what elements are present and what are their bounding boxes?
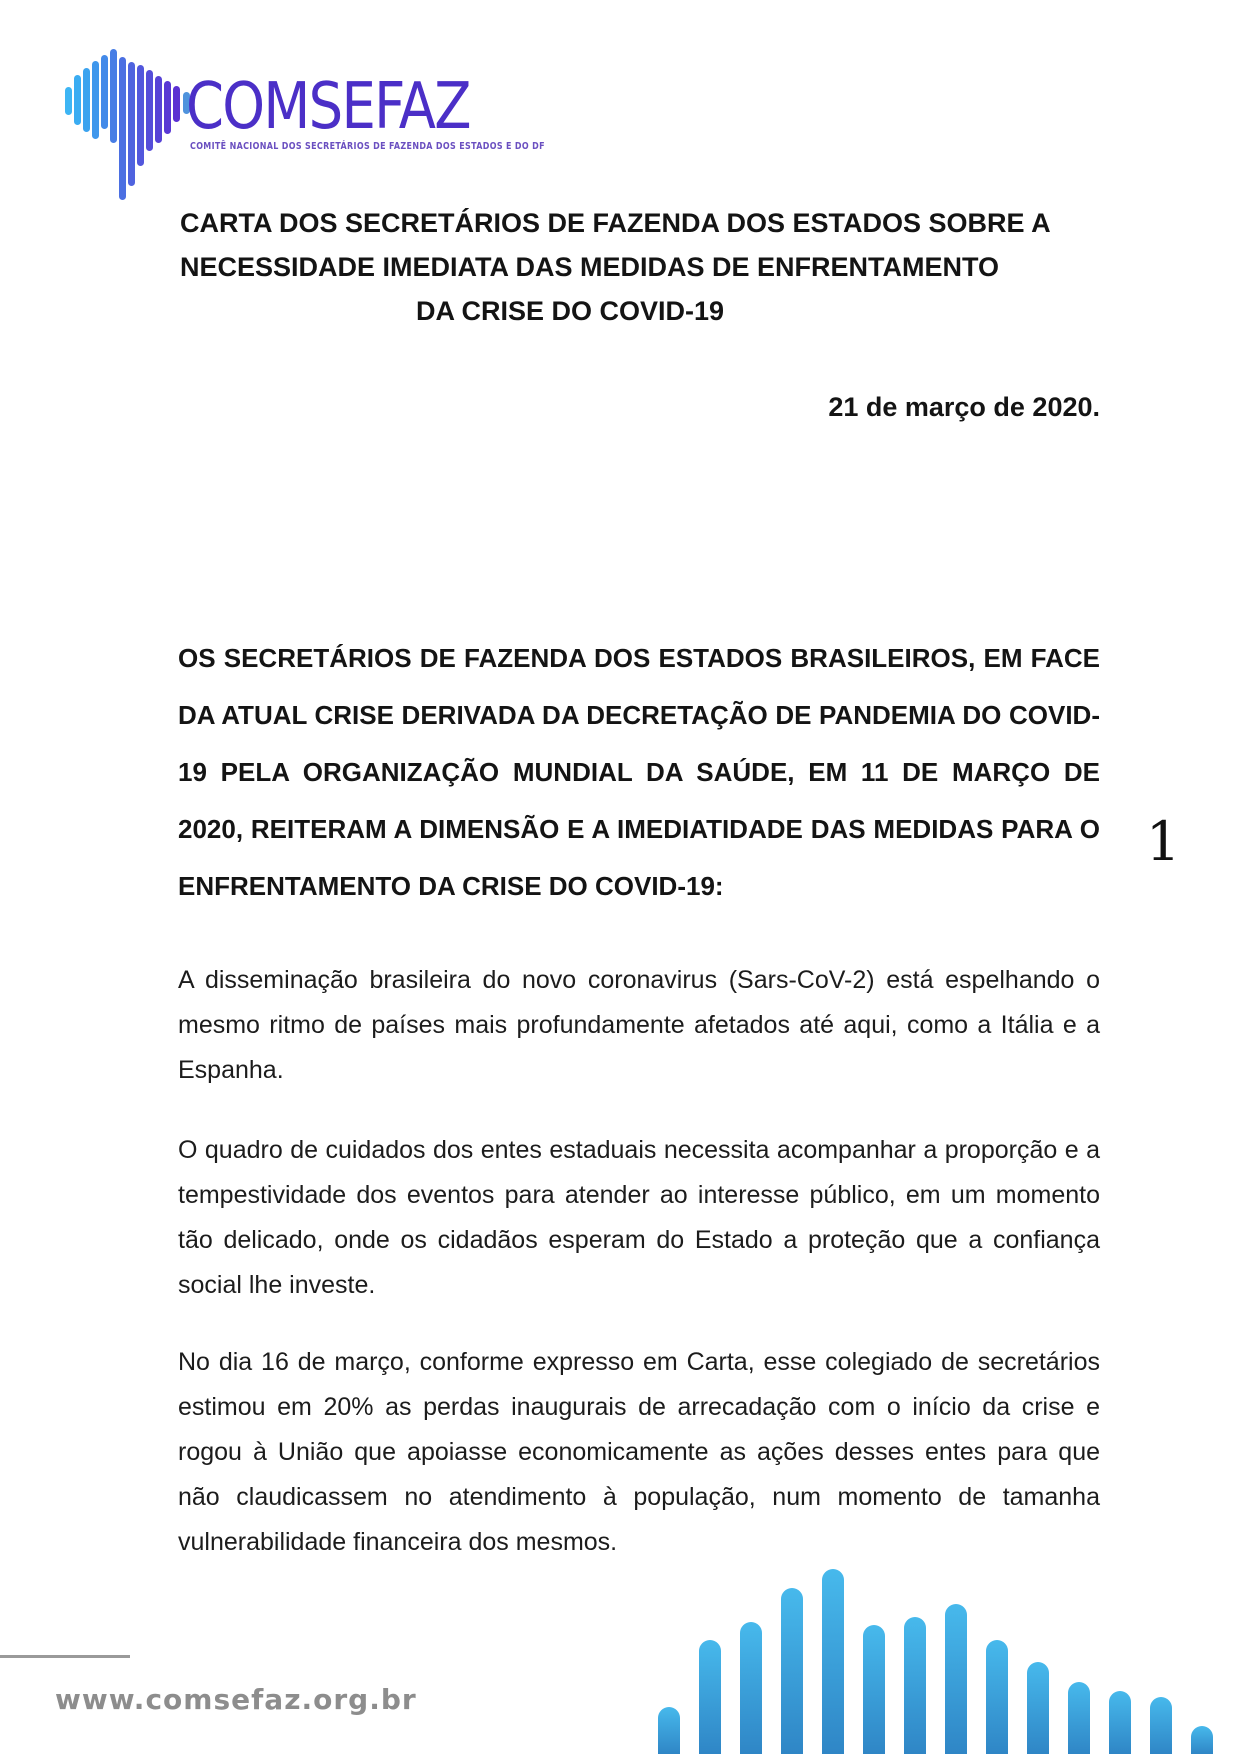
logo-waveform-bar <box>146 70 153 151</box>
letter-title-line-1: CARTA DOS SECRETÁRIOS DE FAZENDA DOS ESTADOS SOBRE A <box>180 208 1051 238</box>
footer-waveform-bar <box>1068 1682 1090 1754</box>
footer-waveform-bar <box>1150 1697 1172 1754</box>
logo-waveform-bar <box>83 68 90 132</box>
footer-waveform-bar <box>1109 1691 1131 1754</box>
letter-title <box>180 201 1051 333</box>
letter-title-line-2: NECESSIDADE IMEDIATA DAS MEDIDAS DE ENFRENTAMENTO <box>180 252 1000 282</box>
logo-waveform-bar <box>65 87 72 115</box>
footer-waveform-bar <box>781 1588 803 1754</box>
footer-waveform-decoration <box>658 1564 1213 1754</box>
footer-waveform-bar <box>945 1604 967 1754</box>
letter-title-line-3: DA CRISE DO COVID-19 <box>415 296 725 326</box>
footer-website-link[interactable]: www.comsefaz.org.br <box>55 1683 417 1716</box>
footer-waveform-bar <box>904 1617 926 1754</box>
body-paragraph: O quadro de cuidados dos entes estaduais necessita acompanhar a proporção e a tempestividade dos eventos para atender ao interesse público, em um momento tão delicado, onde os cidadãos esperam do Estado a proteção que a confiança social lhe investe. <box>178 1136 1100 1299</box>
footer-divider <box>0 1655 130 1658</box>
body-paragraph: A disseminação brasileira do novo coronavirus (Sars-CoV-2) está espelhando o mesmo ritmo de países mais profundamente afetados até aqui, como a Itália e a Espanha. <box>178 966 1100 1084</box>
lead-paragraph: OS SECRETÁRIOS DE FAZENDA DOS ESTADOS BRASILEIROS, EM FACE DA ATUAL CRISE DERIVADA DA DECRETAÇÃO DE PANDEMIA DO COVID-19 PELA ORGANIZAÇÃO MUNDIAL DA SAÚDE, EM 11 DE MARÇO DE 2020, REITERAM A DIMENSÃO E A IMEDIATIDADE DAS MEDIDAS PARA O ENFRENTAMENTO DA CRISE DO COVID-19: <box>178 643 1100 901</box>
logo-tagline: COMITÊ NACIONAL DOS SECRETÁRIOS DE FAZENDA DOS ESTADOS E DO DF <box>190 141 545 152</box>
logo-waveform-bar <box>155 76 162 143</box>
footer-waveform-bar <box>740 1622 762 1754</box>
logo-waveform-bar <box>74 75 81 125</box>
footer-waveform-bar <box>986 1640 1008 1754</box>
logo-waveform-bar <box>92 61 99 139</box>
footer-waveform-bar <box>1191 1726 1213 1754</box>
comsefaz-logo <box>0 0 545 210</box>
waveform-brazil-logo-icon <box>55 35 195 210</box>
footer-waveform-bar <box>863 1625 885 1754</box>
logo-waveform-bar <box>173 86 180 122</box>
body-paragraph: No dia 16 de março, conforme expresso em Carta, esse colegiado de secretários estimou em 20% as perdas inaugurais de arrecadação com o início da crise e rogou à União que apoiasse economicamente as ações desses entes para que não claudicassem no atendimento à população, num momento de tamanha vulnerabilidade financeira dos mesmos. <box>178 1348 1100 1556</box>
logo-waveform-bar <box>164 81 171 134</box>
footer-waveform-bar <box>699 1640 721 1754</box>
logo-wordmark: COMSEFAZ <box>186 70 470 144</box>
footer-waveform-bar <box>1027 1662 1049 1754</box>
logo-waveform-bar <box>119 57 126 200</box>
logo-waveform-bar <box>101 55 108 129</box>
page-number: 1 <box>1146 810 1181 873</box>
footer-waveform-bar <box>822 1569 844 1754</box>
logo-waveform-bar <box>137 65 144 166</box>
logo-waveform-bar <box>128 62 135 186</box>
letter-date: 21 de março de 2020. <box>828 392 1100 422</box>
logo-waveform-bar <box>110 49 117 143</box>
footer-waveform-bar <box>658 1707 680 1754</box>
